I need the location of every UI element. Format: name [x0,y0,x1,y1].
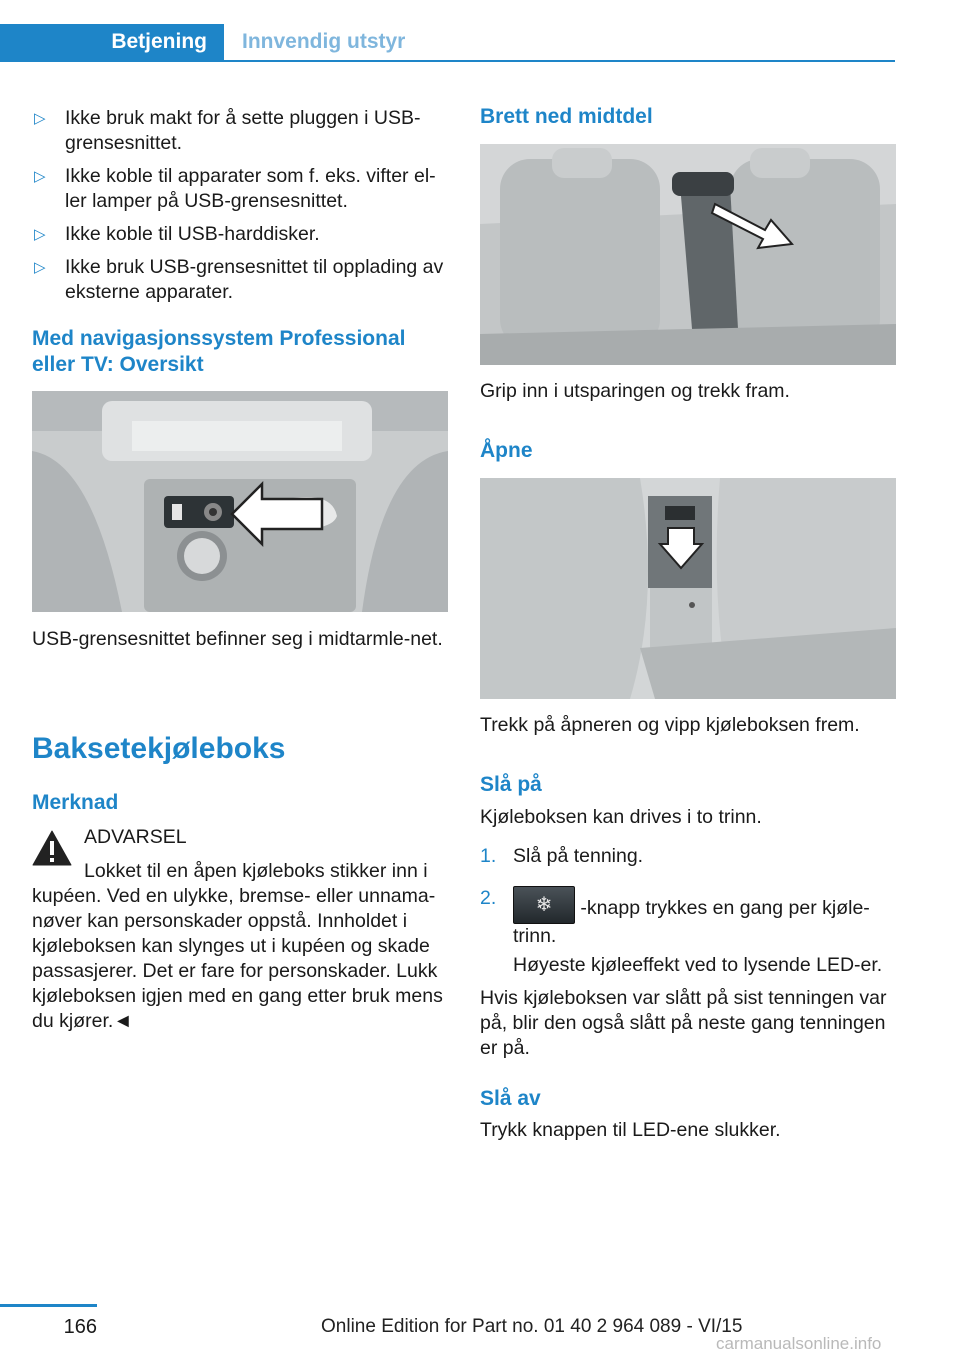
on-text: Kjøleboksen kan drives i to trinn. [480,806,762,828]
snowflake-button-icon: ❄ [513,886,575,924]
list-item: ▷ Ikke koble til USB-harddisker. [34,223,320,245]
fold-center-photo [480,144,896,365]
list-item: ▷ Ikke koble til apparater som f. eks. vifter el-ler lamper på USB-grensesnittet. [34,165,436,212]
header-divider [0,60,895,62]
steps-list [480,844,896,949]
footer-divider [0,1304,97,1307]
off-text: Trykk knappen til LED-ene slukker. [480,1119,781,1141]
fold-heading: Brett ned midtdel [480,105,653,128]
section-title: Baksetekjøleboks [32,732,286,765]
usb-caption: USB-grensesnittet befinner seg i midtarmle-net. [32,628,443,650]
watermark: carmanualsonline.info [716,1334,882,1353]
triangle-bullet-icon: ▷ [34,226,46,243]
usb-warning-list [32,106,448,313]
warning-text: Lokket til en åpen kjøleboks stikker inn i kupéen. Ved en ulykke, bremse- eller unnama-nøver kan personskader oppstå. Innholdet i kjøleboksen kan slynges ut i kupéen og skade passasjerer. Det er fare for personskader. Lukk kjøleboksen igjen med en gang etter bruk mens du kjører.◄ [32,860,443,1032]
step-note: Høyeste kjøleeffekt ved to lysende LED-er. [513,954,883,976]
list-item: 1. Slå på tenning. [480,845,644,867]
on-heading: Slå på [480,773,542,796]
off-heading: Slå av [480,1087,541,1110]
open-heading: Åpne [480,439,533,462]
nav-heading: Med navigasjonssystem Professional eller TV: Oversikt [32,327,406,376]
warning-label: ADVARSEL [84,826,187,848]
list-item: ▷ Ikke bruk makt for å sette pluggen i USB-grensesnittet. [34,107,421,154]
tab-betjening[interactable]: Betjening [0,24,224,60]
usb-interface-photo [32,391,448,612]
triangle-bullet-icon: ▷ [34,110,46,127]
triangle-bullet-icon: ▷ [34,259,46,276]
edition-text: Online Edition for Part no. 01 40 2 964 089 - VI/15 [321,1316,743,1337]
fold-caption: Grip inn i utsparingen og trekk fram. [480,380,790,402]
triangle-bullet-icon: ▷ [34,168,46,185]
tab-innvendig-utstyr[interactable]: Innvendig utstyr [242,30,406,53]
list-item: 2. ❄ -knapp trykkes en gang per kjøle-trinn. [480,887,870,947]
list-item: ▷ Ikke bruk USB-grensesnittet til opplading av eksterne apparater. [34,256,444,303]
open-caption: Trekk på åpneren og vipp kjøleboksen frem. [480,714,860,736]
on-paragraph: Hvis kjøleboksen var slått på sist tenningen var på, blir den også slått på neste gang tenningen er på. [480,987,887,1059]
page-number: 166 [63,1316,97,1338]
header-tabs [0,24,895,62]
open-cooler-photo [480,478,896,699]
note-heading: Merknad [32,791,119,814]
